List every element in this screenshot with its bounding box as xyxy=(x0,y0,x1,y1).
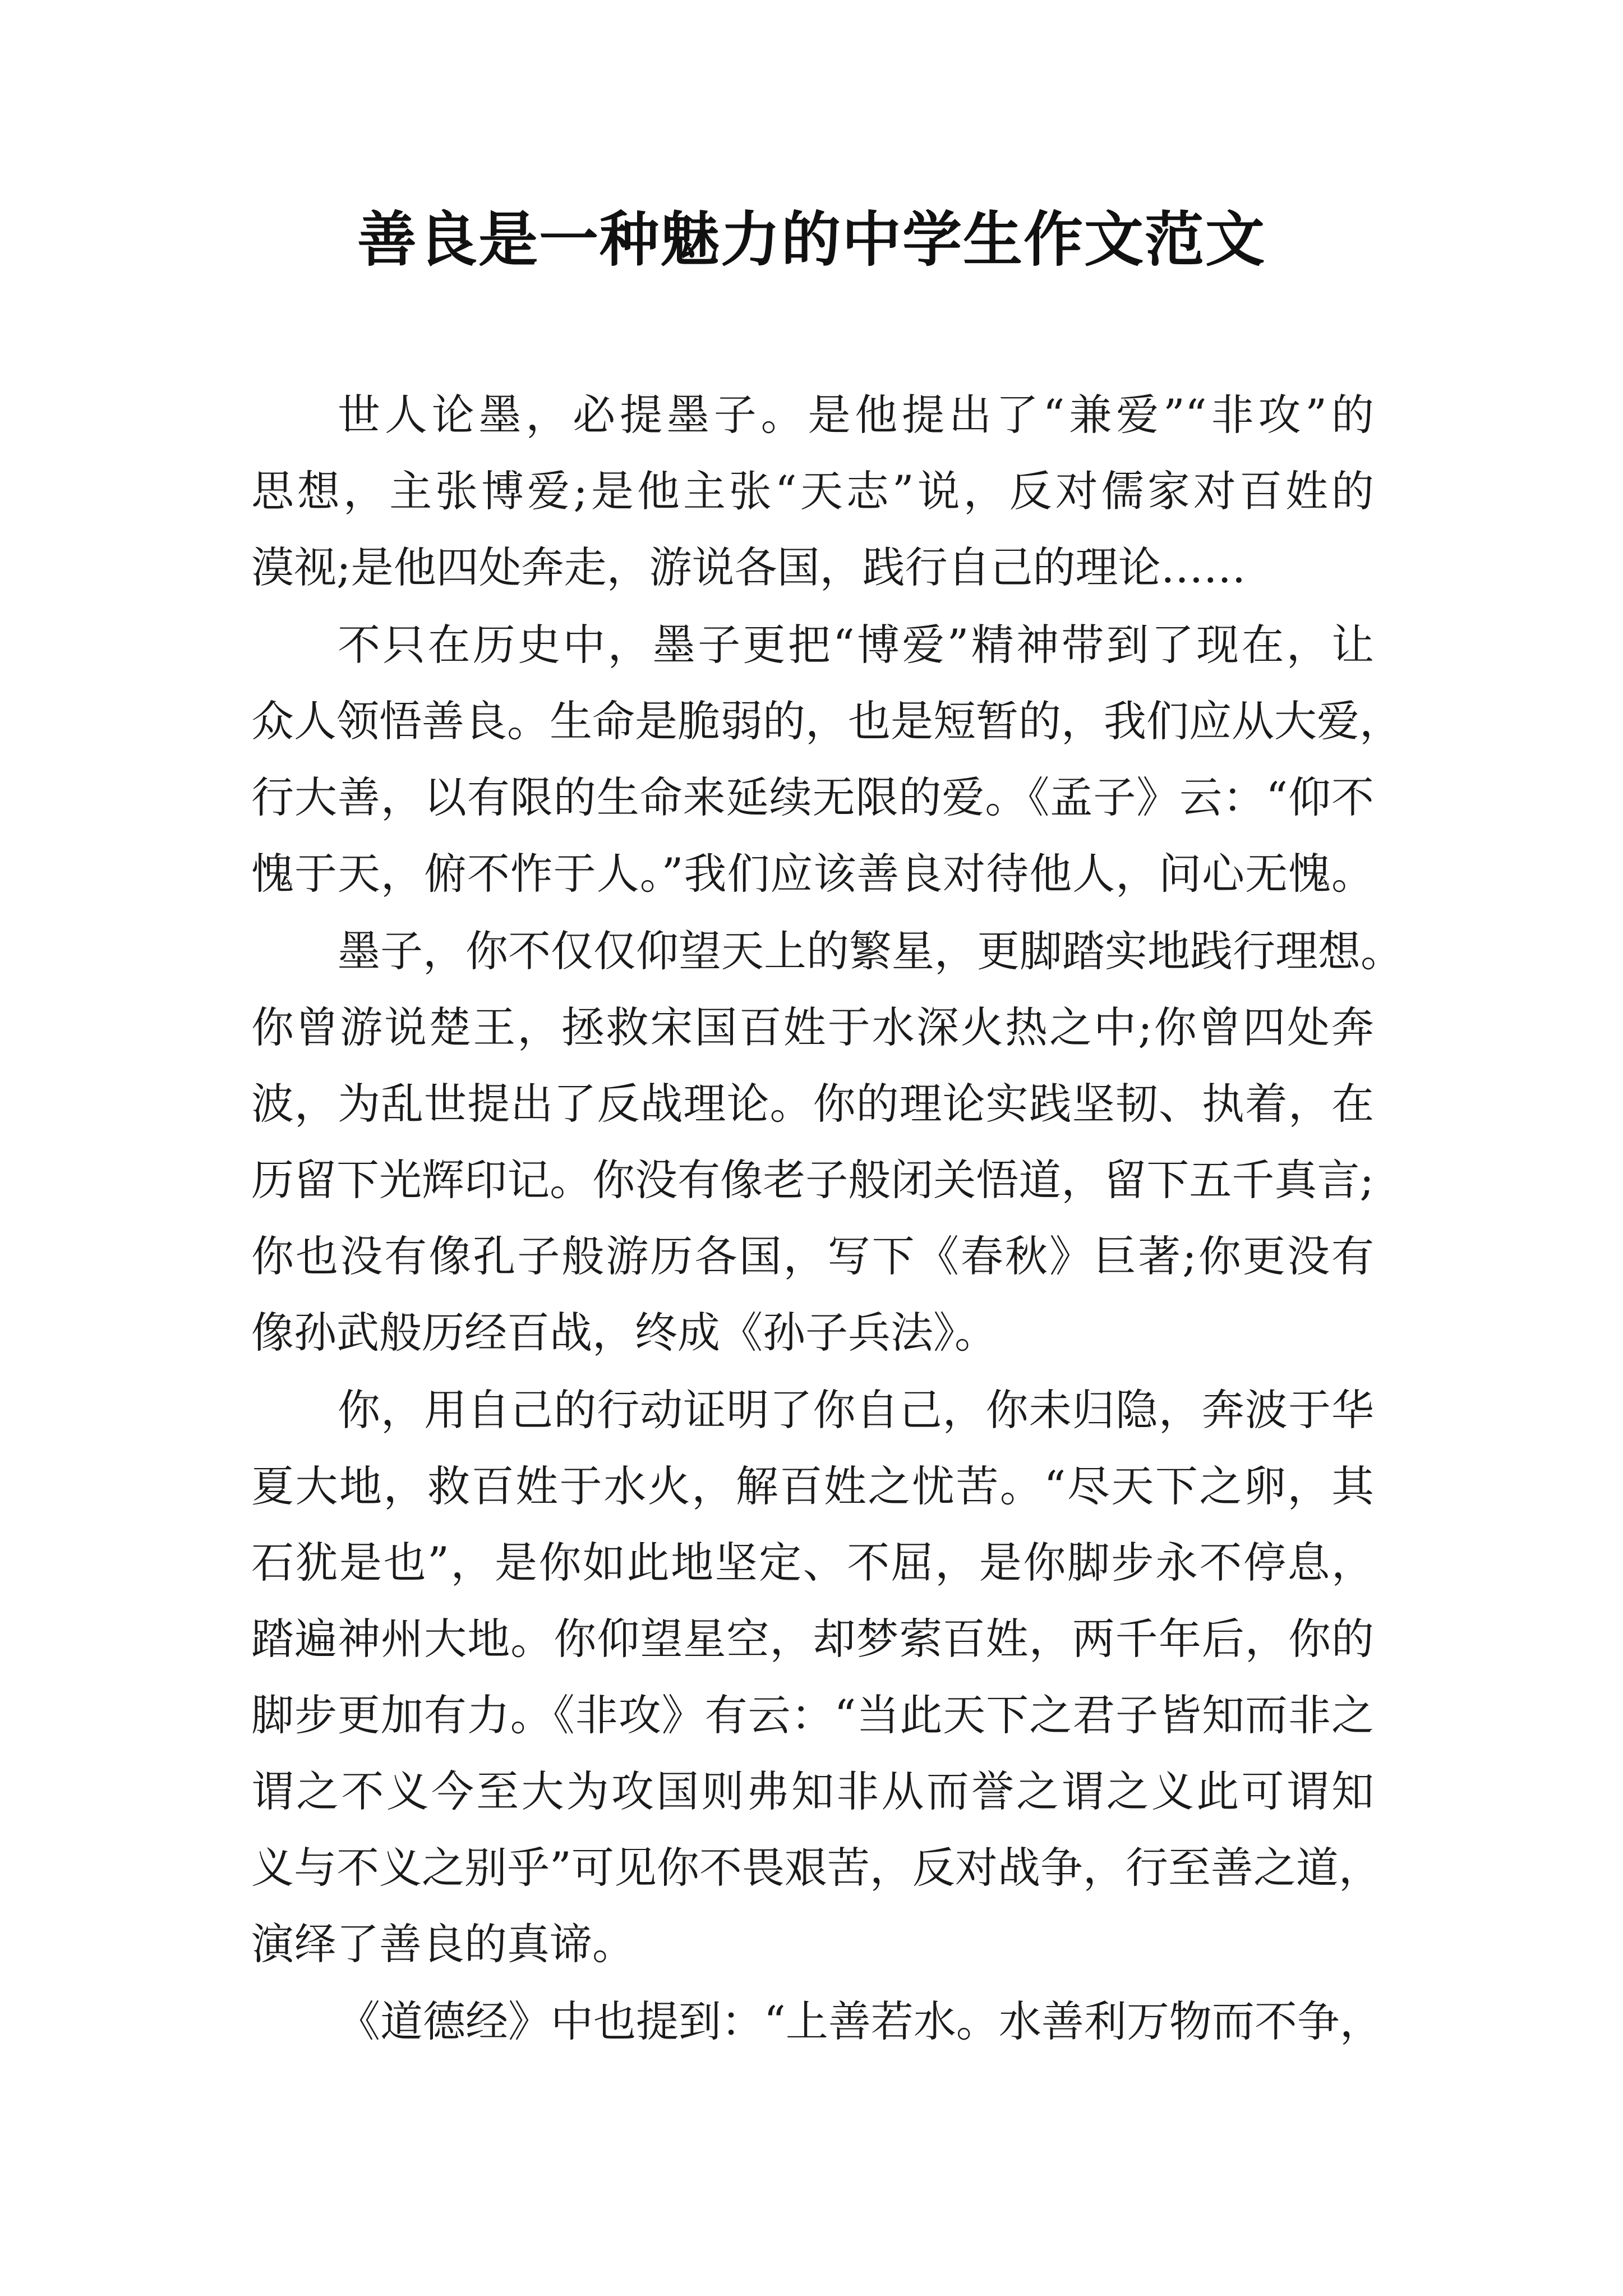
text-line: 石犹是也”，是你如此地坚定、不屈，是你脚步永不停息， xyxy=(251,1538,1374,1588)
text-line: 你，用自己的行动证明了你自己，你未归隐，奔波于华 xyxy=(338,1385,1374,1435)
text-line: 不只在历史中，墨子更把“博爱”精神带到了现在，让 xyxy=(338,620,1374,670)
text-line: 愧于天，俯不怍于人。”我们应该善良对待他人，问心无愧。 xyxy=(251,849,1374,899)
text-line: 众人领悟善良。生命是脆弱的，也是短暂的，我们应从大爱， xyxy=(251,696,1402,746)
document-title: 善良是一种魅力的中学生作文范文 xyxy=(357,205,1266,274)
text-line: 漠视;是他四处奔走，游说各国，践行自己的理论…… xyxy=(251,542,1246,592)
text-line: 《道德经》中也提到：“上善若水。水善利万物而不争， xyxy=(338,1996,1382,2046)
text-line: 思想，主张博爱;是他主张“天志”说，反对儒家对百姓的 xyxy=(251,466,1374,516)
text-line: 行大善，以有限的生命来延续无限的爱。《孟子》云：“仰不 xyxy=(251,772,1374,822)
text-line: 义与不义之别乎”可见你不畏艰苦，反对战争，行至善之道， xyxy=(251,1843,1381,1893)
text-line: 墨子，你不仅仅仰望天上的繁星，更脚踏实地践行理想。 xyxy=(338,926,1403,976)
text-line: 演绎了善良的真谛。 xyxy=(251,1919,635,1969)
text-line: 你也没有像孔子般游历各国，写下《春秋》巨著;你更没有 xyxy=(251,1231,1374,1281)
text-line: 你曾游说楚王，拯救宋国百姓于水深火热之中;你曾四处奔 xyxy=(251,1002,1374,1052)
text-line: 世人论墨，必提墨子。是他提出了“兼爱”“非攻”的 xyxy=(338,390,1374,440)
text-line: 踏遍神州大地。你仰望星空，却梦萦百姓，两千年后，你的 xyxy=(251,1614,1374,1664)
text-line: 夏大地，救百姓于水火，解百姓之忧苦。“尽天下之卵，其 xyxy=(251,1461,1374,1511)
text-line: 脚步更加有力。《非攻》有云：“当此天下之君子皆知而非之 xyxy=(251,1690,1374,1740)
text-line: 波，为乱世提出了反战理论。你的理论实践坚韧、执着，在 xyxy=(251,1079,1374,1129)
text-line: 历留下光辉印记。你没有像老子般闭关悟道，留下五千真言; xyxy=(251,1155,1374,1205)
text-line: 像孙武般历经百战，终成《孙子兵法》。 xyxy=(251,1308,997,1358)
text-line: 谓之不义今至大为攻国则弗知非从而誉之谓之义此可谓知 xyxy=(251,1766,1374,1816)
